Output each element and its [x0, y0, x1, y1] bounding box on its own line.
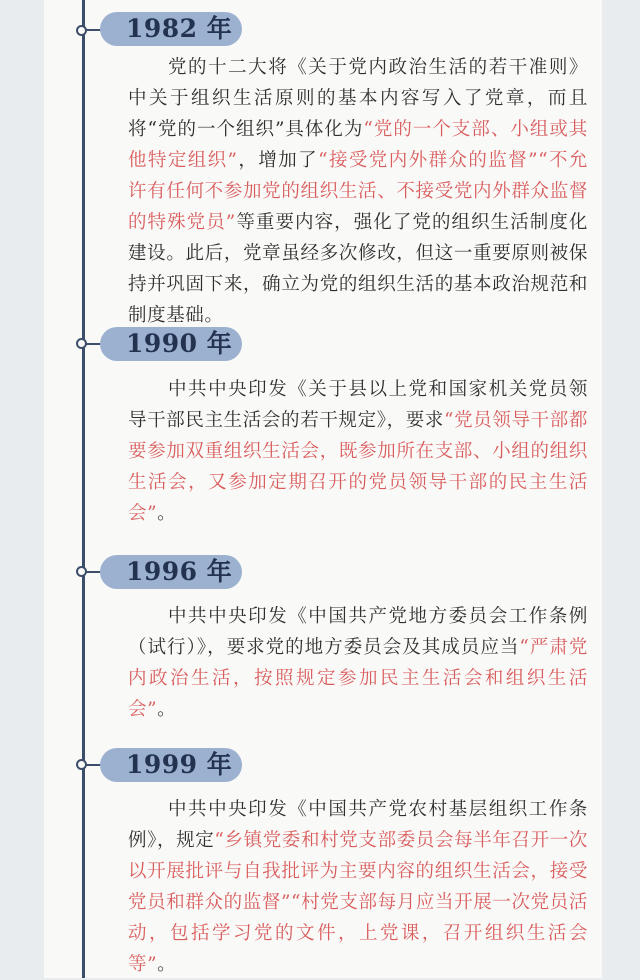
entry-text-1996: 中共中央印发《中国共产党地方委员会工作条例（试行）》，要求党的地方委员会及其成员应当“严肃党内政治生活，按照规定参加民主生活会和组织生活会”。	[128, 606, 589, 720]
entry-text-1982: 党的十二大将《关于党内政治生活的若干准则》中关于组织生活原则的基本内容写入了党章，而且将“党的一个组织”具体化为“党的一个支部、小组或其他特定组织”，增加了“接受党内外群众的监督”“不允许有任何不参加党的组织生活、不接受党内外群众监督的特殊党员”等重要内容，强化了党的组织生活制度化建设。此后，党章虽经多次修改，但这一重要原则被保持并巩固下来，确立为党的组织生活的基本政治规范和制度基础。	[128, 57, 589, 326]
entry-text-1999: 中共中央印发《中国共产党农村基层组织工作条例》，规定“乡镇党委和村党支部委员会每半年召开一次以开展批评与自我批评为主要内容的组织生活会，接受党员和群众的监督”“村党支部每月应当开展一次党员活动，包括学习党的文件，上党课，召开组织生活会等”。	[128, 799, 588, 975]
timeline-line	[82, 0, 85, 978]
entry-text-1990: 中共中央印发《关于县以上党和国家机关党员领导干部民主生活会的若干规定》，要求“党员领导干部都要参加双重组织生活会，既参加所在支部、小组的组织生活会，又参加定期召开的党员领导干部的民主生活会”。	[128, 379, 589, 524]
year-badge-1996: 1996 年	[100, 555, 242, 589]
year-badge-1990: 1990 年	[100, 327, 242, 361]
year-badge-1982: 1982 年	[100, 12, 242, 46]
year-badge-1999: 1999 年	[100, 748, 242, 782]
